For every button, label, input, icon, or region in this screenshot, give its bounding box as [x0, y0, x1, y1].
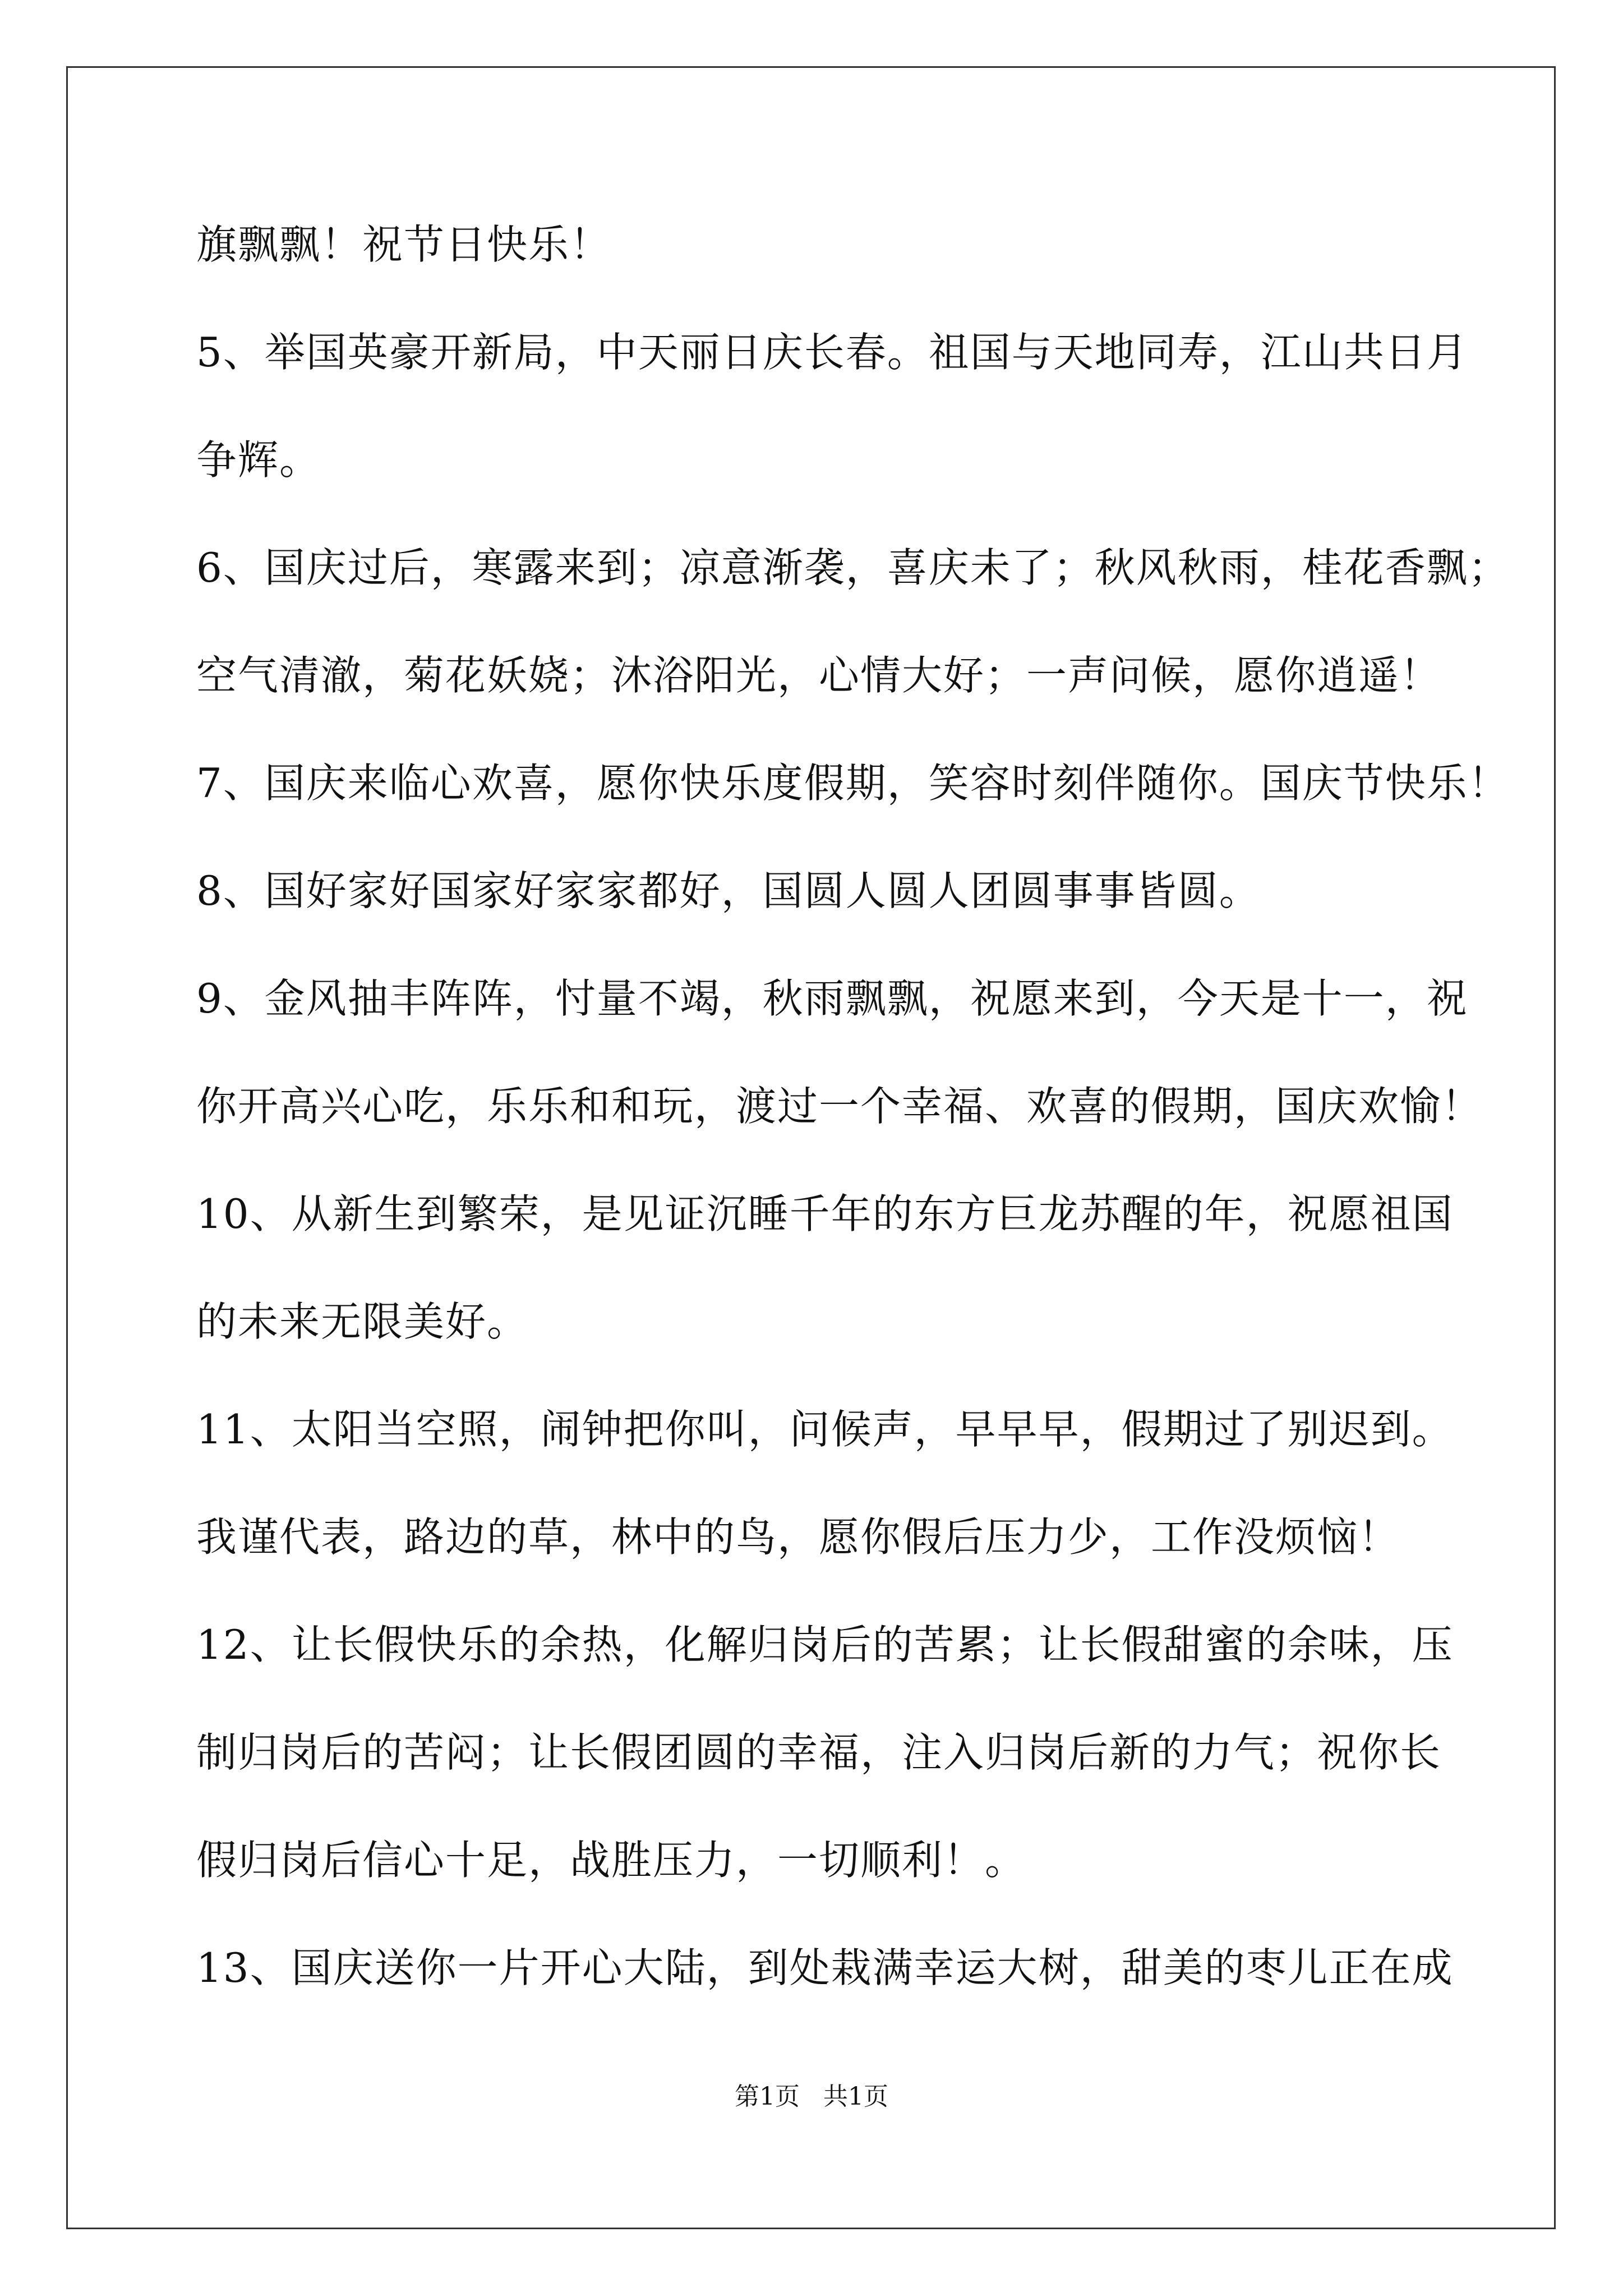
- text-line: 10、从新生到繁荣，是见证沉睡千年的东方巨龙苏醒的年，祝愿祖国: [196, 1190, 1454, 1237]
- text-line: 8、国好家好国家好家家都好，国圆人圆人团圆事事皆圆。: [196, 867, 1261, 914]
- text-line: 假归岗后信心十足，战胜压力，一切顺利！。: [196, 1837, 1027, 1884]
- text-line: 11、太阳当空照，闹钟把你叫，问候声，早早早，假期过了别迟到。: [196, 1406, 1454, 1453]
- text-line: 7、国庆来临心欢喜，愿你快乐度假期，笑容时刻伴随你。国庆节快乐！: [196, 760, 1510, 807]
- text-line: 你开高兴心吃，乐乐和和玩，渡过一个幸福、欢喜的假期，国庆欢愉！: [196, 1083, 1483, 1130]
- page-footer: [0, 2080, 1623, 2114]
- text-line: 争辉。: [196, 436, 321, 484]
- text-line: 6、国庆过后，寒露来到；凉意渐袭，喜庆未了；秋风秋雨，桂花香飘；: [196, 544, 1510, 591]
- text-line: 我谨代表，路边的草，林中的鸟，愿你假后压力少，工作没烦恼！: [196, 1513, 1400, 1561]
- text-line: 9、金风抽丰阵阵，忖量不竭，秋雨飘飘，祝愿来到，今天是十一，祝: [196, 975, 1468, 1022]
- text-line: 的未来无限美好。: [196, 1298, 529, 1345]
- page-number-current: 第1页: [735, 2082, 800, 2111]
- text-line: 5、举国英豪开新局，中天丽日庆长春。祖国与天地同寿，江山共日月: [196, 329, 1468, 376]
- text-line: 12、让长假快乐的余热，化解归岗后的苦累；让长假甜蜜的余味，压: [196, 1621, 1454, 1668]
- text-line: 制归岗后的苦闷；让长假团圆的幸福，注入归岗后新的力气；祝你长: [196, 1729, 1442, 1776]
- text-line: 13、国庆送你一片开心大陆，到处栽满幸运大树，甜美的枣儿正在成: [196, 1944, 1454, 1991]
- text-line: 旗飘飘！祝节日快乐！: [196, 221, 612, 268]
- text-line: 空气清澈，菊花妖娆；沐浴阳光，心情大好；一声问候，愿你逍遥！: [196, 652, 1442, 699]
- page-number-total: 共1页: [823, 2082, 888, 2111]
- document-body: [196, 211, 1510, 2042]
